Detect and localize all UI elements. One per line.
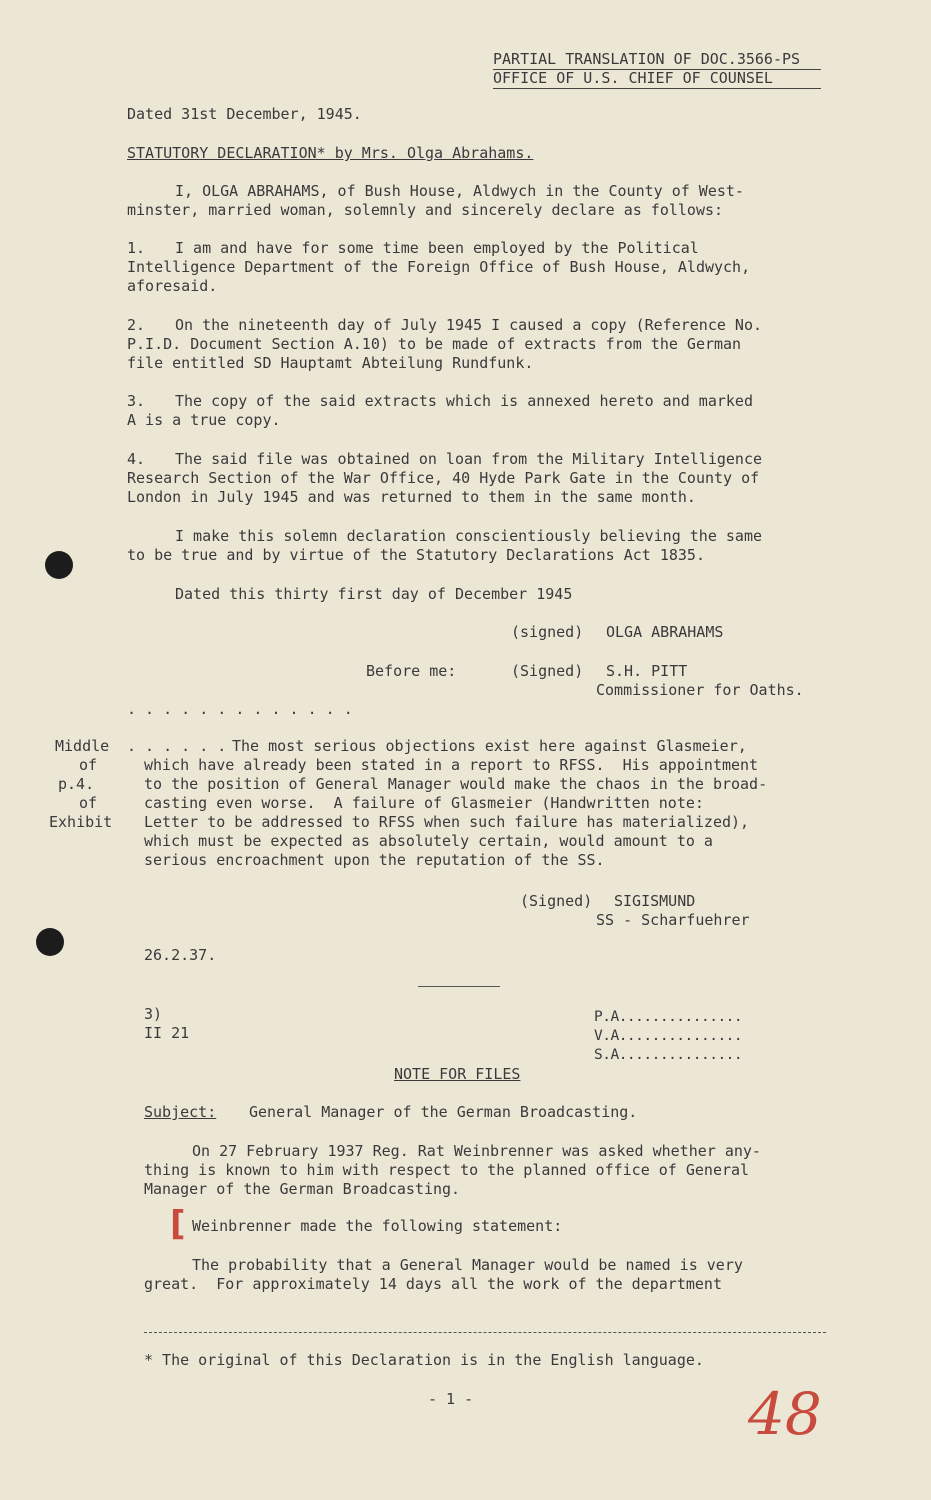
stamp-number: 48 (748, 1380, 822, 1448)
signed-1-name: OLGA ABRAHAMS (606, 623, 724, 641)
note-para1-line-2: thing is known to him with respect to the planned office of General (144, 1161, 750, 1179)
item-2-line-3: file entitled SD Hauptamt Abteilung Rundfunk. (127, 354, 534, 372)
item-3-line-1: The copy of the said extracts which is annexed hereto and marked (175, 392, 753, 410)
item-2-line-2: P.I.D. Document Section A.10) to be made of extracts from the German (127, 335, 742, 353)
declaration-title: STATUTORY DECLARATION* by Mrs. Olga Abrahams. (127, 144, 534, 162)
note-para3-line-2: great. For approximately 14 days all the work of the department (144, 1275, 722, 1293)
dated-this: Dated this thirty first day of December 1945 (175, 585, 573, 603)
header-underline-2 (493, 88, 821, 89)
ref-line-1: 3) (144, 1005, 163, 1023)
margin-note-4: of (79, 794, 98, 812)
item-3-line-2: A is a true copy. (127, 411, 281, 429)
dots-separator: . . . . . . . . . . . . . (127, 700, 353, 718)
excerpt-line-6: which must be expected as absolutely certain, would amount to a (144, 832, 713, 850)
signed-3-name: SIGISMUND (614, 892, 696, 910)
item-4-number: 4. (127, 450, 146, 468)
ref-line-2: II 21 (144, 1024, 190, 1042)
item-2-line-1: On the nineteenth day of July 1945 I caused a copy (Reference No. (175, 316, 762, 334)
margin-note-1: Middle (55, 737, 110, 755)
note-para1-line-3: Manager of the German Broadcasting. (144, 1180, 461, 1198)
signed-2-title: Commissioner for Oaths. (596, 681, 804, 699)
solemn-line-2: to be true and by virtue of the Statutory Declarations Act 1835. (127, 546, 705, 564)
item-3-number: 3. (127, 392, 146, 410)
margin-note-5: Exhibit (49, 813, 113, 831)
excerpt-line-3: to the position of General Manager would make the chaos in the broad- (144, 775, 768, 793)
punch-hole-bottom (36, 928, 64, 956)
page-number: - 1 - (428, 1390, 474, 1408)
excerpt-line-4: casting even worse. A failure of Glasmeier (Handwritten note: (144, 794, 704, 812)
item-1-line-3: aforesaid. (127, 277, 218, 295)
intro-line-2: minster, married woman, solemnly and sincerely declare as follows: (127, 201, 724, 219)
item-2-number: 2. (127, 316, 146, 334)
item-4-line-3: London in July 1945 and was returned to them in the same month. (127, 488, 696, 506)
margin-note-2: of (79, 756, 98, 774)
pva-line-1: P.A............... (594, 1009, 743, 1025)
pva-line-2: V.A............... (594, 1028, 743, 1044)
excerpt-line-7: serious encroachment upon the reputation of the SS. (144, 851, 605, 869)
footnote: * The original of this Declaration is in the English language. (144, 1351, 704, 1369)
signed-3-rank: SS - Scharfuehrer (596, 911, 750, 929)
excerpt-line-5: Letter to be addressed to RFSS when such failure has materialized), (144, 813, 750, 831)
item-1-number: 1. (127, 239, 146, 257)
note-para2: Weinbrenner made the following statement: (192, 1217, 563, 1235)
header-line-2: OFFICE OF U.S. CHIEF OF COUNSEL (493, 69, 773, 87)
signed-2-label: (Signed) (511, 662, 584, 680)
section-divider (418, 986, 500, 987)
red-bracket-mark: [ (170, 1204, 186, 1244)
solemn-line-1: I make this solemn declaration conscientiously believing the same (175, 527, 762, 545)
note-para3-line-1: The probability that a General Manager would be named is very (192, 1256, 743, 1274)
subject-text: General Manager of the German Broadcasting. (249, 1103, 638, 1121)
before-me: Before me: (366, 662, 457, 680)
header-line-1: PARTIAL TRANSLATION OF DOC.3566-PS (493, 50, 801, 68)
excerpt-line-2: which have already been stated in a report to RFSS. His appointment (144, 756, 759, 774)
margin-note-3: p.4. (58, 775, 95, 793)
item-4-line-1: The said file was obtained on loan from the Military Intelligence (175, 450, 762, 468)
pva-line-3: S.A............... (594, 1047, 743, 1063)
item-1-line-2: Intelligence Department of the Foreign Office of Bush House, Aldwych, (127, 258, 751, 276)
note-title: NOTE FOR FILES (394, 1065, 521, 1083)
excerpt-lead-dots: . . . . . . (127, 737, 227, 755)
intro-line-1: I, OLGA ABRAHAMS, of Bush House, Aldwych in the County of West- (175, 182, 744, 200)
item-1-line-1: I am and have for some time been employed by the Political (175, 239, 699, 257)
footnote-divider (144, 1332, 826, 1333)
signed-3-label: (Signed) (520, 892, 593, 910)
date-small: 26.2.37. (144, 946, 217, 964)
note-para1-line-1: On 27 February 1937 Reg. Rat Weinbrenner was asked whether any- (192, 1142, 761, 1160)
signed-2-name: S.H. PITT (606, 662, 688, 680)
signed-1-label: (signed) (511, 623, 584, 641)
excerpt-line-1: The most serious objections exist here against Glasmeier, (232, 737, 747, 755)
subject-label: Subject: (144, 1103, 217, 1121)
punch-hole-top (45, 551, 73, 579)
dated-line: Dated 31st December, 1945. (127, 105, 362, 123)
item-4-line-2: Research Section of the War Office, 40 Hyde Park Gate in the County of (127, 469, 760, 487)
